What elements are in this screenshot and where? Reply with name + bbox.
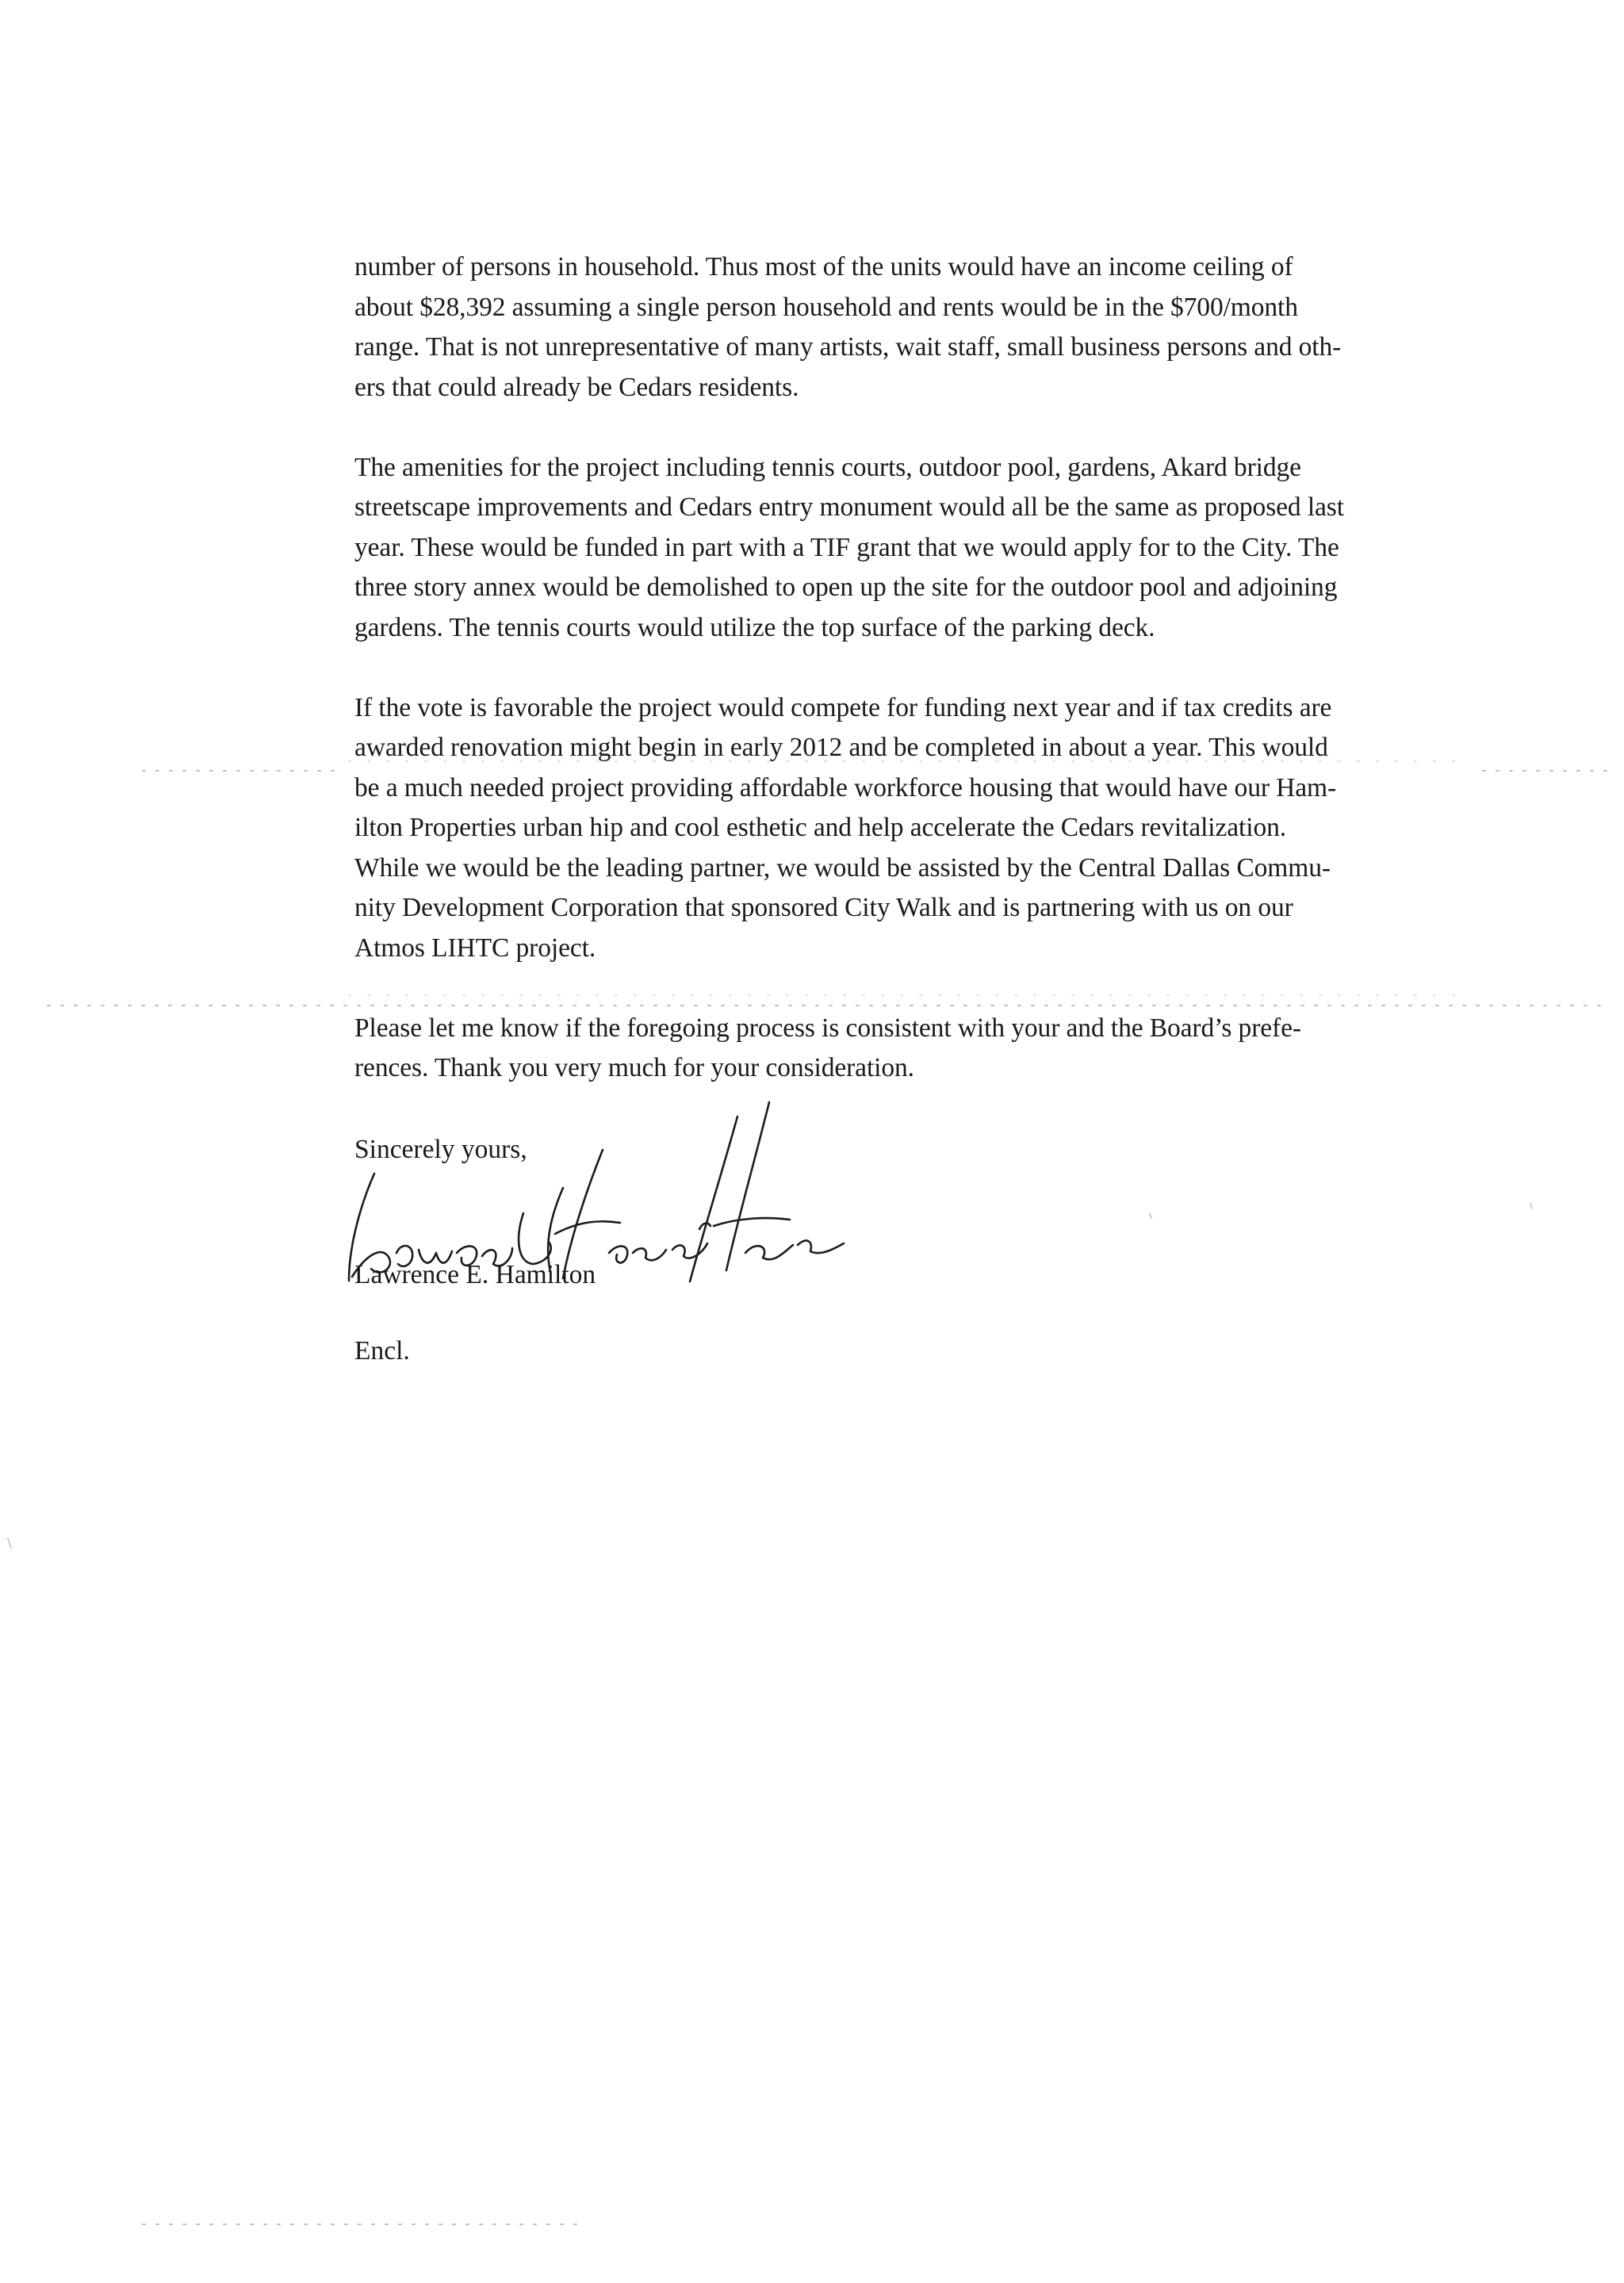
- closing-salutation: Sincerely yours,: [354, 1135, 527, 1164]
- text-line: streetscape improvements and Cedars entry monument would all be the same as proposed last: [354, 492, 1344, 522]
- text-line: rences. Thank you very much for your consideration.: [354, 1053, 914, 1082]
- text-line: about $28,392 assuming a single person household and rents would be in the $700/month: [354, 292, 1298, 322]
- text-line: range. That is not unrepresentative of many artists, wait staff, small business persons and oth-: [354, 332, 1342, 362]
- text-line: three story annex would be demolished to open up the site for the outdoor pool and adjoining: [354, 573, 1338, 602]
- text-line: ilton Properties urban hip and cool esthetic and help accelerate the Cedars revitalization.: [354, 813, 1287, 842]
- paragraph-amenities: [354, 448, 1465, 649]
- text-line: year. These would be funded in part with a TIF grant that we would apply for to the City. The: [354, 532, 1339, 562]
- text-line: awarded renovation might begin in early 2012 and be completed in about a year. This would: [354, 733, 1328, 762]
- paragraph-vote-funding: [354, 688, 1465, 969]
- text-line: ers that could already be Cedars residents.: [354, 372, 799, 402]
- text-line: gardens. The tennis courts would utilize the top surface of the parking deck.: [354, 612, 1155, 642]
- text-line: number of persons in household. Thus most of the units would have an income ceiling of: [354, 252, 1293, 282]
- text-line: If the vote is favorable the project would compete for funding next year and if tax credits are: [354, 692, 1332, 722]
- text-line: nity Development Corporation that sponsored City Walk and is partnering with us on our: [354, 893, 1293, 922]
- paragraph-household-income: [354, 247, 1465, 408]
- letter-body: [354, 247, 1465, 1128]
- paragraph-thanks: [354, 1009, 1465, 1089]
- text-line: be a much needed project providing affordable workforce housing that would have our Ham-: [354, 772, 1337, 802]
- enclosure-note: Encl.: [354, 1336, 410, 1366]
- signer-name: Lawrence E. Hamilton: [354, 1260, 596, 1289]
- text-line: Please let me know if the foregoing process is consistent with your and the Board’s prefe-: [354, 1013, 1301, 1043]
- text-line: The amenities for the project including tennis courts, outdoor pool, gardens, Akard bridge: [354, 452, 1301, 482]
- text-line: Atmos LIHTC project.: [354, 933, 596, 963]
- text-line: While we would be the leading partner, we would be assisted by the Central Dallas Commu-: [354, 852, 1331, 883]
